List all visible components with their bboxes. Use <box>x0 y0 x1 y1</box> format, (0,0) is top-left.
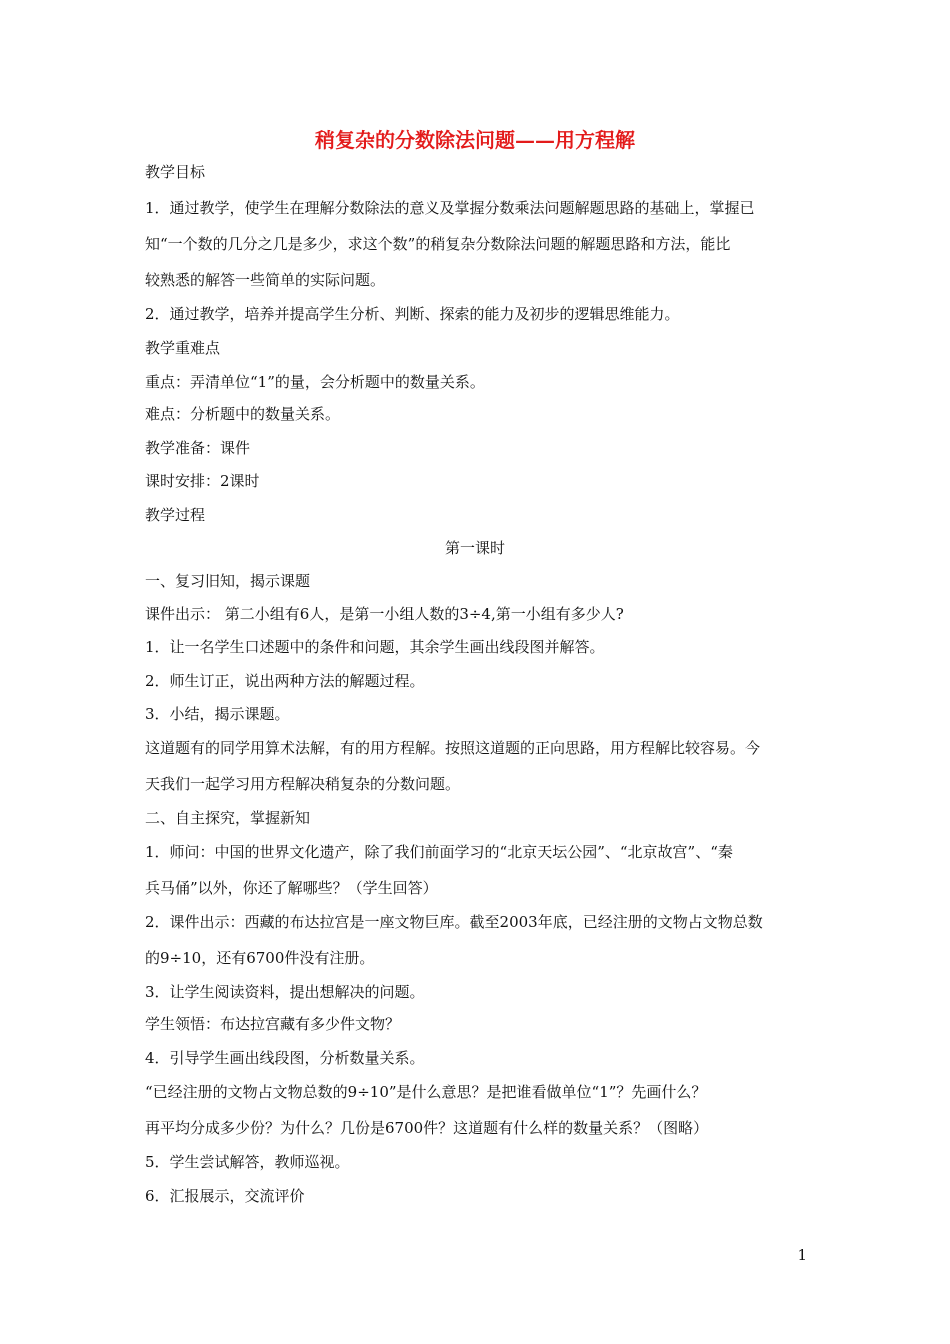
paragraph-line: 6．汇报展示，交流评价 <box>145 1187 305 1205</box>
subsection-heading: 一、复习旧知，揭示课题 <box>145 572 311 590</box>
paragraph-line: 较熟悉的解答一些简单的实际问题。 <box>145 271 386 289</box>
paragraph-line: 知“一个数的几分之几是多少，求这个数”的稍复杂分数除法问题的解题思路和方法，能比 <box>145 235 731 253</box>
paragraph-line: 1．让一名学生口述题中的条件和问题，其余学生画出线段图并解答。 <box>145 638 605 656</box>
paragraph-line: 重点：弄清单位“1”的量，会分析题中的数量关系。 <box>145 373 485 391</box>
paragraph-line: 1．通过教学，使学生在理解分数除法的意义及掌握分数乘法问题解题思路的基础上，掌握已 <box>145 199 755 217</box>
subsection-heading: 二、自主探究，掌握新知 <box>145 809 311 827</box>
paragraph-line: “已经注册的文物占文物总数的9÷10”是什么意思？是把谁看做单位“1”？先画什么？ <box>145 1083 707 1101</box>
document-title: 稍复杂的分数除法问题——用方程解 <box>315 128 635 152</box>
paragraph-line: 兵马俑”以外，你还了解哪些？（学生回答） <box>145 879 438 897</box>
paragraph-line: 的9÷10，还有6700件没有注册。 <box>145 949 375 967</box>
paragraph-line: 2．通过教学，培养并提高学生分析、判断、探索的能力及初步的逻辑思维能力。 <box>145 305 680 323</box>
section-heading-key-points: 教学重难点 <box>145 339 221 357</box>
section-heading-process: 教学过程 <box>145 506 206 524</box>
paragraph-line: 教学准备：课件 <box>145 439 251 457</box>
page-number: 1 <box>797 1246 807 1264</box>
paragraph-line: 5．学生尝试解答，教师巡视。 <box>145 1153 350 1171</box>
paragraph-line: 难点：分析题中的数量关系。 <box>145 405 341 423</box>
paragraph-line: 课件出示： 第二小组有6人，是第一小组人数的3÷4,第一小组有多少人? <box>145 605 624 623</box>
section-heading-objectives: 教学目标 <box>145 163 206 181</box>
paragraph-line: 再平均分成多少份？为什么？几份是6700件？这道题有什么样的数量关系？（图略） <box>145 1119 709 1137</box>
paragraph-line: 4．引导学生画出线段图，分析数量关系。 <box>145 1049 425 1067</box>
lesson-heading: 第一课时 <box>444 539 505 557</box>
paragraph-line: 3．让学生阅读资料，提出想解决的问题。 <box>145 983 425 1001</box>
paragraph-line: 3．小结，揭示课题。 <box>145 705 290 723</box>
paragraph-line: 天我们一起学习用方程解决稍复杂的分数问题。 <box>145 775 461 793</box>
paragraph-line: 学生领悟：布达拉宫藏有多少件文物？ <box>145 1015 401 1033</box>
paragraph-line: 这道题有的同学用算术法解，有的用方程解。按照这道题的正向思路，用方程解比较容易。今 <box>145 739 761 757</box>
paragraph-line: 课时安排：2课时 <box>145 472 260 490</box>
paragraph-line: 2．课件出示：西藏的布达拉宫是一座文物巨库。截至2003年底，已经注册的文物占文物总数 <box>145 913 763 931</box>
paragraph-line: 2．师生订正，说出两种方法的解题过程。 <box>145 672 425 690</box>
paragraph-line: 1．师问：中国的世界文化遗产，除了我们前面学习的“北京天坛公园”、“北京故宫”、“秦 <box>145 843 733 861</box>
